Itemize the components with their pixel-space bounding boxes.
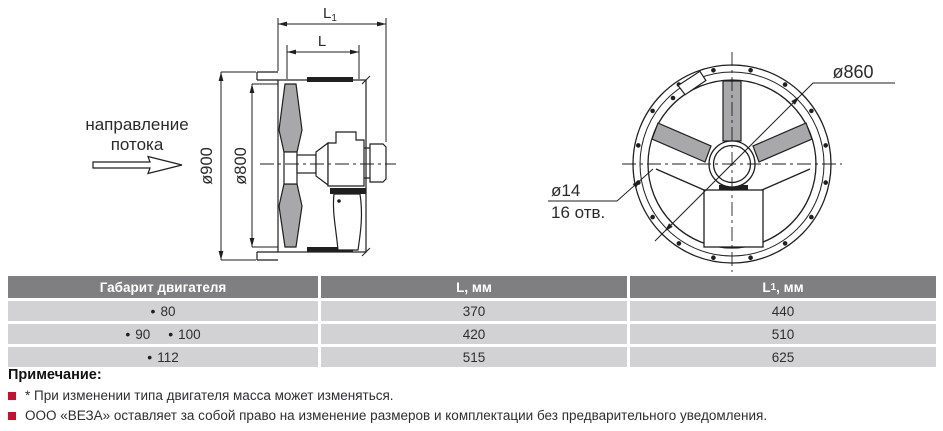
dimension-holes bbox=[548, 169, 653, 222]
front-view bbox=[548, 52, 895, 272]
dimension-d800 bbox=[232, 84, 278, 247]
flow-direction-arrow-icon bbox=[93, 157, 182, 174]
dim-d800-label: ø800 bbox=[232, 147, 250, 185]
motor-size-value: 90 bbox=[135, 326, 151, 342]
red-square-bullet-icon bbox=[8, 392, 16, 400]
inlet-collar bbox=[257, 72, 278, 260]
header-L1-main: L bbox=[762, 279, 771, 295]
dim-L-label: L bbox=[317, 33, 327, 50]
motor-assembly bbox=[297, 132, 386, 250]
table-row-80-L: 370 bbox=[321, 301, 627, 321]
dim-d860-label: ø860 bbox=[832, 62, 874, 82]
table-row-112-L: 515 bbox=[321, 347, 627, 367]
notes-section bbox=[8, 367, 940, 423]
motor-body bbox=[328, 132, 364, 186]
motor-size-value: 112 bbox=[157, 349, 179, 365]
note-item bbox=[8, 388, 940, 403]
dim-d900-label: ø900 bbox=[198, 147, 216, 185]
motor-cap bbox=[370, 144, 386, 182]
motor-size-value: 100 bbox=[178, 326, 201, 342]
header-L1-suffix: , мм bbox=[776, 279, 804, 295]
motor-bolt bbox=[337, 199, 341, 203]
bullet-icon: • bbox=[147, 349, 153, 365]
header-L-main: L bbox=[456, 279, 465, 295]
red-square-bullet-icon bbox=[8, 412, 16, 420]
bullet-icon: • bbox=[125, 326, 131, 342]
note-text: * При изменении типа двигателя масса может изменяться. bbox=[25, 388, 394, 403]
dimension-L bbox=[287, 33, 359, 79]
dim-hole-count-label: 16 отв. bbox=[551, 203, 606, 222]
notes-title: Примечание: bbox=[8, 367, 102, 383]
front-centerlines bbox=[622, 52, 842, 272]
dim-L1-sub: 1 bbox=[331, 13, 337, 24]
motor-cap-neck bbox=[364, 148, 370, 178]
flow-direction-label-line1: направление bbox=[85, 115, 189, 134]
motor-size-value: 80 bbox=[160, 303, 176, 319]
motor-band bbox=[330, 188, 366, 194]
table-row-112-L1: 625 bbox=[630, 347, 936, 367]
motor-bracket bbox=[333, 194, 361, 250]
table-row-90-100-L: 420 bbox=[321, 324, 627, 344]
table-row-90-100-size bbox=[8, 324, 318, 344]
header-L1-sub: 1 bbox=[770, 281, 777, 293]
dim-d14-label: ø14 bbox=[551, 181, 581, 200]
table-header-L bbox=[321, 276, 627, 298]
svg-text:L1 bbox=[323, 5, 337, 24]
table-row-80-size bbox=[8, 301, 318, 321]
table-header-L1 bbox=[630, 276, 936, 298]
header-L-suffix: , мм bbox=[464, 279, 492, 295]
note-item bbox=[8, 408, 940, 423]
bullet-icon: • bbox=[150, 303, 156, 319]
flow-direction-label-line2: потока bbox=[110, 135, 164, 154]
side-view bbox=[85, 5, 396, 260]
table-row-90-100-L1: 510 bbox=[630, 324, 936, 344]
terminal-box bbox=[678, 71, 706, 94]
dim-L1-label: L bbox=[323, 5, 332, 22]
bullet-icon: • bbox=[168, 326, 174, 342]
note-text: ООО «ВЕЗА» оставляет за собой право на изменение размеров и комплектации без предварительного уведомления. bbox=[25, 408, 768, 423]
motor-spec-table bbox=[8, 276, 936, 367]
table-header-motor-size: Габарит двигателя bbox=[8, 276, 318, 298]
table-row-80-L1: 440 bbox=[630, 301, 936, 321]
casing-top-band bbox=[307, 77, 353, 82]
terminal-box-bolt bbox=[671, 96, 676, 101]
table-row-112-size bbox=[8, 347, 318, 367]
